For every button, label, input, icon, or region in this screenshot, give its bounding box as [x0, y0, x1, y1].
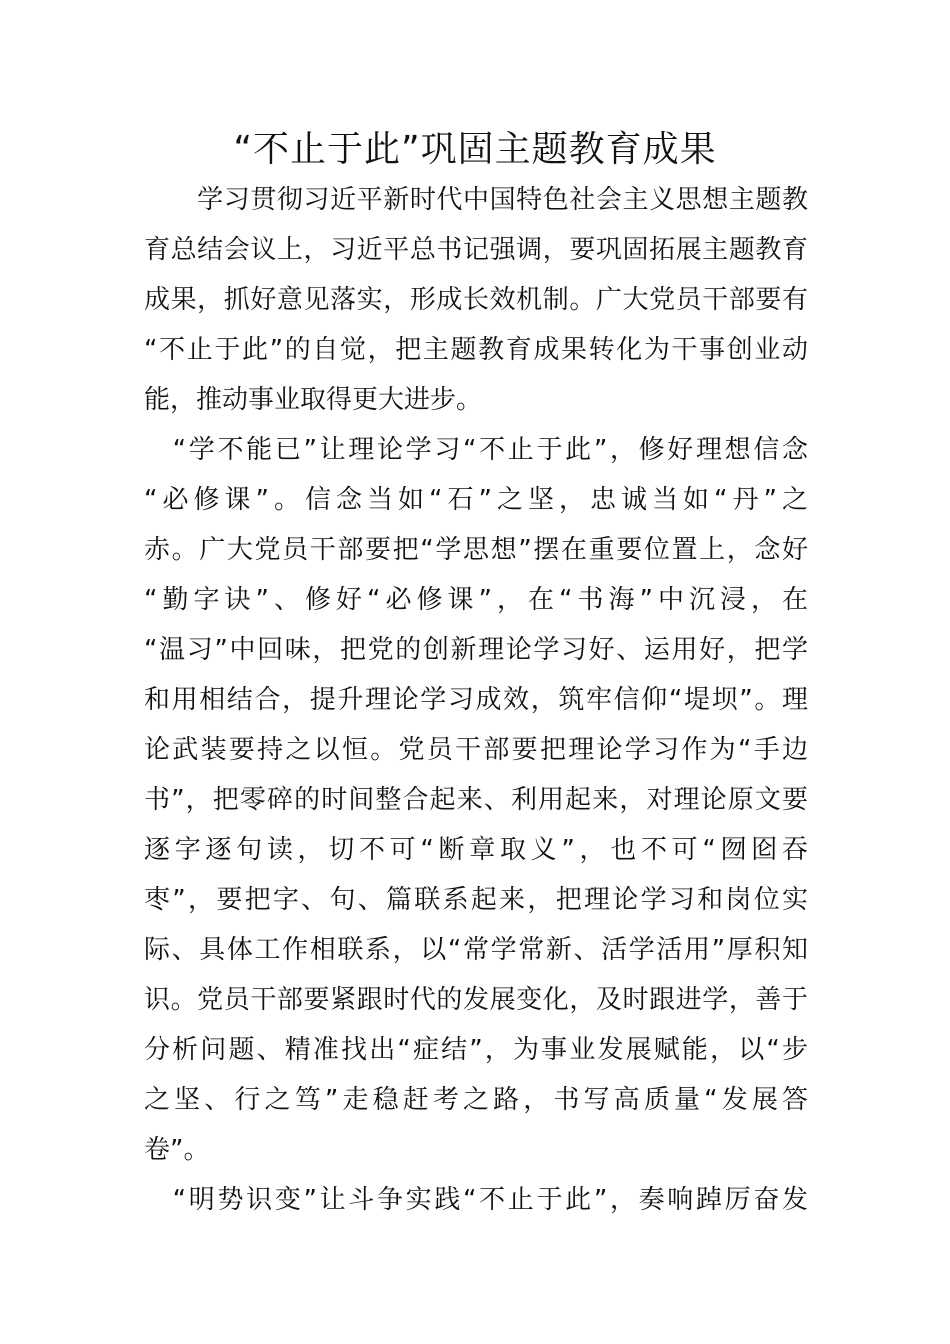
- body-line-11: 和用相结合，提升理论学习成效，筑牢信仰“堤坝”。理: [144, 685, 808, 715]
- body-line-19: 之坚、行之笃”走稳赶考之路，书写高质量“发展答: [144, 1085, 808, 1115]
- document-title: “不止于此”巩固主题教育成果: [233, 129, 717, 170]
- body-line-21: “明势识变”让斗争实践“不止于此”，奏响踔厉奋发: [144, 1185, 808, 1215]
- body-line-20: 卷”。: [144, 1135, 210, 1165]
- body-line-17: 识。党员干部要紧跟时代的发展变化，及时跟进学，善于: [144, 985, 808, 1015]
- body-line-5: 能，推动事业取得更大进步。: [144, 385, 483, 415]
- body-line-6: “学不能已”让理论学习“不止于此”，修好理想信念: [144, 435, 808, 465]
- body-line-3: 成果，抓好意见落实，形成长效机制。广大党员干部要有: [144, 285, 808, 315]
- body-line-16: 际、具体工作相联系，以“常学常新、活学活用”厚积知: [144, 935, 808, 965]
- body-line-9: “勤字诀”、修好“必修课”，在“书海”中沉浸，在: [144, 585, 808, 615]
- body-line-10: “温习”中回味，把党的创新理论学习好、运用好，把学: [144, 635, 808, 665]
- body-line-7: “必修课”。信念当如“石”之坚，忠诚当如“丹”之: [144, 485, 808, 515]
- body-line-1: 学习贯彻习近平新时代中国特色社会主义思想主题教: [144, 185, 808, 215]
- body-line-13: 书”，把零碎的时间整合起来、利用起来，对理论原文要: [144, 785, 808, 815]
- body-line-4: “不止于此”的自觉，把主题教育成果转化为干事创业动: [144, 335, 808, 365]
- body-line-18: 分析问题、精准找出“症结”，为事业发展赋能，以“步: [144, 1035, 808, 1065]
- body-line-14: 逐字逐句读，切不可“断章取义”，也不可“囫囵吞: [144, 835, 808, 865]
- body-line-12: 论武装要持之以恒。党员干部要把理论学习作为“手边: [144, 735, 808, 765]
- body-line-8: 赤。广大党员干部要把“学思想”摆在重要位置上，念好: [144, 535, 808, 565]
- body-line-2: 育总结会议上，习近平总书记强调，要巩固拓展主题教育: [144, 235, 808, 265]
- body-line-15: 枣”，要把字、句、篇联系起来，把理论学习和岗位实: [144, 885, 808, 915]
